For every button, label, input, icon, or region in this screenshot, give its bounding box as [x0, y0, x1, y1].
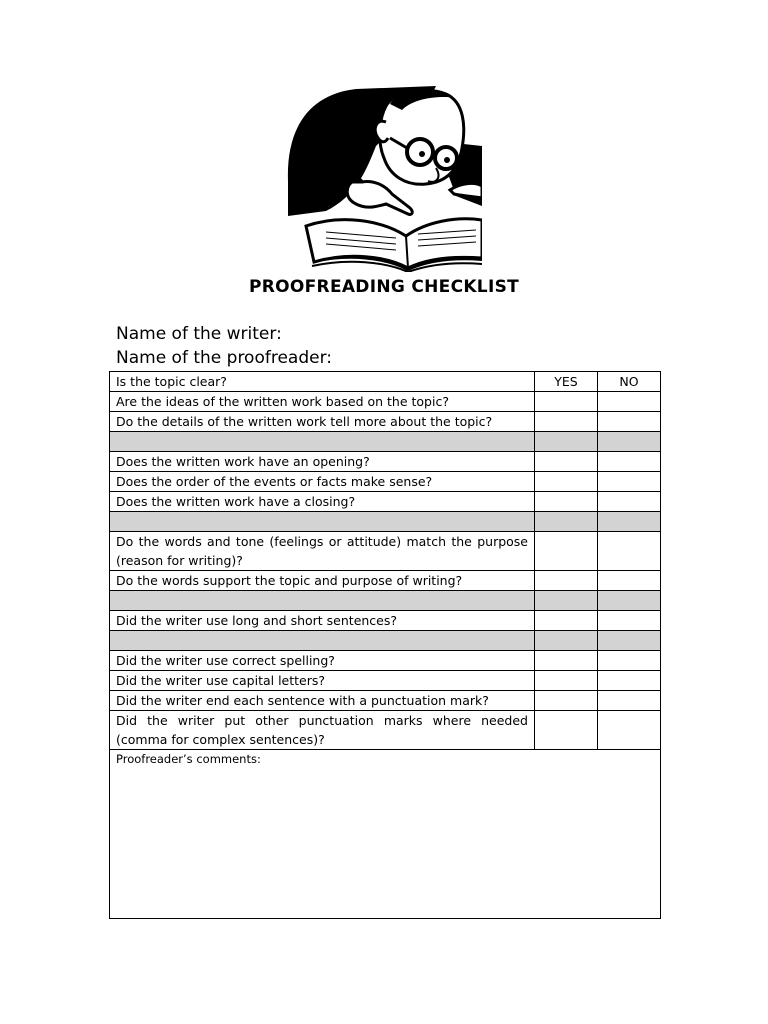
yes-checkbox-cell[interactable]: [535, 711, 598, 750]
checklist-table: [109, 371, 661, 919]
yes-checkbox-cell[interactable]: [535, 611, 598, 631]
no-checkbox-cell[interactable]: [598, 472, 661, 492]
no-checkbox-cell[interactable]: [598, 611, 661, 631]
section-divider-row: [110, 512, 661, 532]
no-checkbox-cell[interactable]: [598, 412, 661, 432]
question-text: Did the writer use capital letters?: [110, 671, 535, 691]
no-checkbox-cell[interactable]: [598, 392, 661, 412]
table-row: [110, 691, 661, 711]
yes-checkbox-cell[interactable]: [535, 571, 598, 591]
question-text: Does the written work have an opening?: [110, 452, 535, 472]
no-checkbox-cell[interactable]: [598, 452, 661, 472]
section-divider-row: [110, 631, 661, 651]
question-text: Does the written work have a closing?: [110, 492, 535, 512]
question-text: Did the writer use long and short sentences?: [110, 611, 535, 631]
no-checkbox-cell[interactable]: [598, 492, 661, 512]
no-checkbox-cell[interactable]: [598, 651, 661, 671]
table-row: [110, 472, 661, 492]
yes-checkbox-cell[interactable]: [535, 492, 598, 512]
question-text: Are the ideas of the written work based on the topic?: [110, 392, 535, 412]
table-row: [110, 372, 661, 392]
yes-checkbox-cell[interactable]: [535, 671, 598, 691]
writer-name-field[interactable]: Name of the writer:: [116, 324, 282, 344]
comments-row: [110, 750, 661, 919]
question-text: Do the words support the topic and purpose of writing?: [110, 571, 535, 591]
table-row: [110, 492, 661, 512]
question-text: Does the order of the events or facts make sense?: [110, 472, 535, 492]
table-row: [110, 651, 661, 671]
table-row: [110, 611, 661, 631]
yes-checkbox-cell[interactable]: [535, 691, 598, 711]
yes-column-header: YES: [535, 372, 598, 392]
table-row: [110, 671, 661, 691]
question-text: Do the details of the written work tell more about the topic?: [110, 412, 535, 432]
question-text: Is the topic clear?: [110, 372, 535, 392]
page-title: PROOFREADING CHECKLIST: [248, 277, 520, 297]
table-row: [110, 452, 661, 472]
yes-checkbox-cell[interactable]: [535, 651, 598, 671]
question-text: Did the writer end each sentence with a punctuation mark?: [110, 691, 535, 711]
question-text: Did the writer put other punctuation marks where needed (comma for complex sentences)?: [110, 711, 535, 750]
proofreader-comments-box[interactable]: [110, 750, 661, 919]
yes-checkbox-cell[interactable]: [535, 472, 598, 492]
yes-checkbox-cell[interactable]: [535, 392, 598, 412]
table-row: [110, 571, 661, 591]
question-text: Did the writer use correct spelling?: [110, 651, 535, 671]
no-checkbox-cell[interactable]: [598, 691, 661, 711]
table-row: [110, 532, 661, 571]
yes-checkbox-cell[interactable]: [535, 532, 598, 571]
reader-with-book-illustration: [286, 86, 482, 272]
table-row: [110, 412, 661, 432]
section-divider-row: [110, 432, 661, 452]
yes-checkbox-cell[interactable]: [535, 452, 598, 472]
question-text: Do the words and tone (feelings or attitude) match the purpose (reason for writing)?: [110, 532, 535, 571]
comments-label: Proofreader’s comments:: [116, 752, 261, 766]
section-divider-row: [110, 591, 661, 611]
no-checkbox-cell[interactable]: [598, 711, 661, 750]
no-checkbox-cell[interactable]: [598, 671, 661, 691]
yes-checkbox-cell[interactable]: [535, 412, 598, 432]
table-row: [110, 711, 661, 750]
proofreader-name-field[interactable]: Name of the proofreader:: [116, 348, 333, 368]
no-checkbox-cell[interactable]: [598, 571, 661, 591]
no-column-header: NO: [598, 372, 661, 392]
table-row: [110, 392, 661, 412]
no-checkbox-cell[interactable]: [598, 532, 661, 571]
